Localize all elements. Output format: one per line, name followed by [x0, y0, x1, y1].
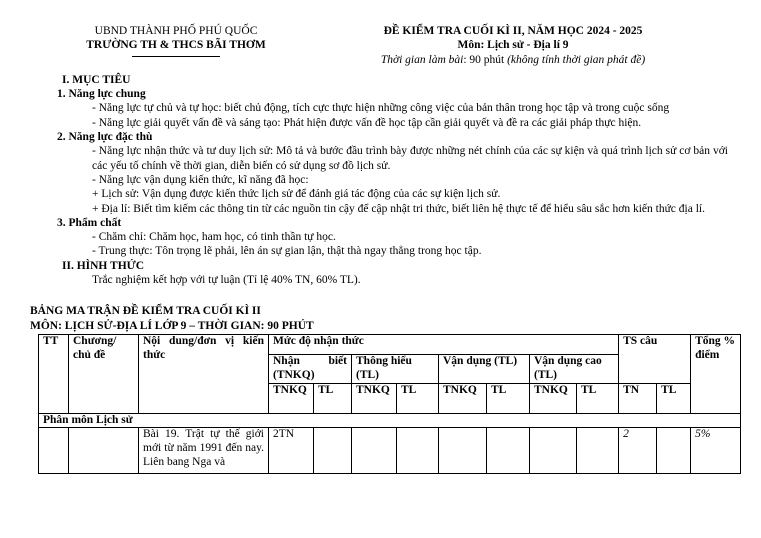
- col-header-tong-phan-tram: Tổng % điểm: [691, 334, 741, 413]
- exam-subject: Môn: Lịch sử - Địa lí 9: [457, 39, 569, 52]
- document-header: [0, 0, 761, 67]
- school-name: TRƯỜNG TH & THCS BÃI THƠM: [86, 39, 266, 52]
- matrix-title: BẢNG MA TRẬN ĐỀ KIỂM TRA CUỐI KÌ II: [30, 305, 261, 318]
- sub-header-tnkq-4: TNKQ: [530, 383, 577, 413]
- sub-header-tl-1: TL: [314, 383, 352, 413]
- bullet-tu-chu-tu-hoc: - Năng lực tự chủ và tự học: biết chủ động, tích cực thực hiện những công việc của bản thân trong học tập và trong cuộc sống: [92, 102, 670, 115]
- paragraph-hinh-thuc: Trắc nghiệm kết hợp với tự luận (Tỉ lệ 40% TN, 60% TL).: [92, 274, 361, 287]
- cell-noi-dung-bai-19: Bài 19. Trật tự thế giới mới từ năm 1991 đến nay. Liên bang Nga và: [139, 428, 269, 474]
- bullet-van-dung-kien-thuc: - Năng lực vận dụng kiến thức, kĩ năng đã học:: [92, 173, 309, 186]
- bullet-dia-li: + Địa lí: Biết tìm kiếm các thông tin từ các nguồn tin cậy để cập nhật tri thức, biết liên hệ thực tế để hiểu sâu sắc hơn kiến thức địa lí.: [92, 202, 705, 215]
- bullet-giai-quyet-van-de: - Năng lực giải quyết vấn đề và sáng tạo: Phát hiện được vấn đề học tập cần giải quyết và đề ra các giải pháp thực hiện.: [92, 116, 642, 129]
- exam-title-block: [318, 24, 708, 67]
- cell-tong-phan-tram: 5%: [691, 428, 741, 474]
- sub-header-ts-tl: TL: [657, 383, 691, 413]
- cell-van-dung-tnkq: [439, 428, 487, 474]
- col-header-ts-cau: TS câu: [619, 334, 691, 383]
- duration-value: : 90 phút: [463, 53, 508, 66]
- exam-title: ĐỀ KIỂM TRA CUỐI KÌ II, NĂM HỌC 2024 - 2025: [383, 25, 643, 37]
- matrix-title-block: [30, 304, 761, 333]
- col-header-tt: TT: [39, 334, 69, 413]
- subheading-nang-luc-dac-thu: 2. Năng lực đặc thù: [57, 131, 153, 144]
- bullet-lich-su: + Lịch sử: Vận dụng được kiến thức lịch sử để đánh giá tác động của các sự kiện lịch sử.: [92, 188, 501, 201]
- bullet-cham-chi: - Chăm chỉ: Chăm học, ham học, có tinh thần tự học.: [92, 231, 336, 244]
- cell-van-dung-tl: [487, 428, 530, 474]
- bullet-nhan-thuc-tu-duy: - Năng lực nhận thức và tư duy lịch sử: Mô tả và bước đầu trình bày được những nét chính của các sự kiện và quá trình lịch sử cơ bản với các yếu tố chính về thời gian, diễn biến có sử dụng sơ đồ lịch sử.: [92, 145, 728, 172]
- cell-thong-hieu-tl: [397, 428, 439, 474]
- group-header-thong-hieu: Thông hiểu (TL): [352, 354, 439, 383]
- sub-header-tnkq-3: TNKQ: [439, 383, 487, 413]
- col-header-muc-do-nhan-thuc: Mức độ nhận thức: [269, 334, 619, 354]
- cell-thong-hieu-tnkq: [352, 428, 397, 474]
- group-header-nhan-biet: Nhận biết (TNKQ): [269, 354, 352, 383]
- cell-chuong: [69, 428, 139, 474]
- cell-ts-tl: [657, 428, 691, 474]
- group-header-van-dung-cao: Vận dụng cao (TL): [530, 354, 619, 383]
- sub-header-ts-tn: TN: [619, 383, 657, 413]
- issuing-org-block: [40, 24, 312, 67]
- cell-nhan-biet-tnkq: 2TN: [269, 428, 314, 474]
- exam-duration: [318, 53, 708, 67]
- sub-header-tnkq-2: TNKQ: [352, 383, 397, 413]
- col-header-chuong-chu-de: Chương/ chủ đề: [69, 334, 139, 413]
- org-name: UBND THÀNH PHỐ PHÚ QUỐC: [94, 25, 258, 37]
- subheading-pham-chat: 3. Phẩm chất: [57, 216, 122, 229]
- col-header-noi-dung: Nội dung/đơn vị kiến thức: [139, 334, 269, 413]
- bullet-trung-thuc: - Trung thực: Tôn trọng lẽ phải, lên án sự gian lận, thật thà ngay thẳng trong học tập.: [92, 245, 482, 258]
- duration-note: (không tính thời gian phát đề): [507, 53, 646, 66]
- cell-nhan-biet-tl: [314, 428, 352, 474]
- sub-header-tnkq-1: TNKQ: [269, 383, 314, 413]
- cell-van-dung-cao-tnkq: [530, 428, 577, 474]
- header-rule: [132, 56, 220, 57]
- matrix-subtitle: MÔN: LỊCH SỬ-ĐỊA LÍ LỚP 9 – THỜI GIAN: 90 PHÚT: [30, 319, 314, 332]
- group-header-van-dung: Vận dụng (TL): [439, 354, 530, 383]
- cell-ts-tn: 2: [619, 428, 657, 474]
- duration-label: Thời gian làm bài: [380, 53, 464, 66]
- sub-header-tl-4: TL: [577, 383, 619, 413]
- subheading-nang-luc-chung: 1. Năng lực chung: [57, 88, 146, 101]
- section-heading-muc-tieu: I. MỤC TIÊU: [62, 73, 131, 86]
- matrix-table: [38, 334, 741, 474]
- sub-header-tl-3: TL: [487, 383, 530, 413]
- sub-header-tl-2: TL: [397, 383, 439, 413]
- section-row-phan-mon-lich-su: Phân môn Lịch sử: [39, 413, 741, 428]
- cell-van-dung-cao-tl: [577, 428, 619, 474]
- cell-tt: [39, 428, 69, 474]
- section-heading-hinh-thuc: II. HÌNH THỨC: [62, 259, 145, 272]
- document-body: [57, 73, 728, 287]
